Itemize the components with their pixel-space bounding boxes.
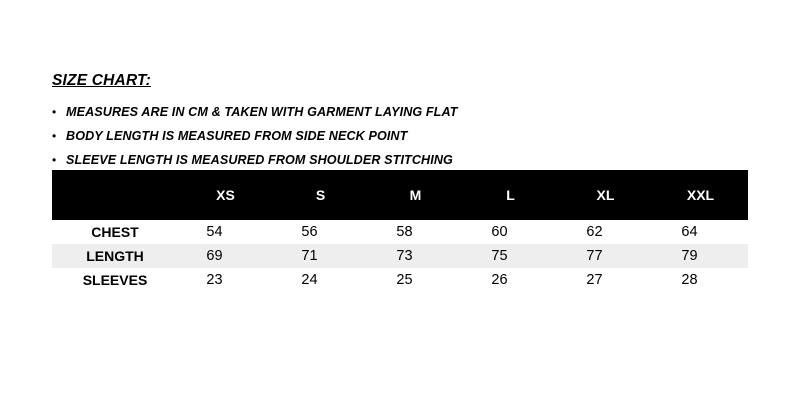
table-row xyxy=(52,220,748,244)
cell-sleeves-xl: 27 xyxy=(558,268,653,292)
cell-chest-m: 58 xyxy=(368,220,463,244)
cell-chest-l: 60 xyxy=(463,220,558,244)
cell-chest-xxl: 64 xyxy=(653,220,748,244)
table-corner-cell xyxy=(52,170,178,220)
cell-length-xl: 77 xyxy=(558,244,653,268)
size-chart-table xyxy=(52,170,748,292)
column-header-xl: XL xyxy=(558,170,653,220)
cell-sleeves-m: 25 xyxy=(368,268,463,292)
note-text: SLEEVE LENGTH IS MEASURED FROM SHOULDER STITCHING xyxy=(66,153,453,167)
cell-chest-s: 56 xyxy=(273,220,368,244)
bullet-icon: • xyxy=(52,105,57,119)
cell-chest-xl: 62 xyxy=(558,220,653,244)
cell-length-xs: 69 xyxy=(178,244,273,268)
column-header-s: S xyxy=(273,170,368,220)
column-header-m: M xyxy=(368,170,463,220)
row-label-length: LENGTH xyxy=(52,244,178,268)
cell-length-s: 71 xyxy=(273,244,368,268)
table-row xyxy=(52,268,748,292)
cell-length-l: 75 xyxy=(463,244,558,268)
note-text: MEASURES ARE IN CM & TAKEN WITH GARMENT LAYING FLAT xyxy=(66,105,458,119)
list-item xyxy=(52,100,752,124)
notes-list xyxy=(52,100,752,172)
row-label-chest: CHEST xyxy=(52,220,178,244)
note-text: BODY LENGTH IS MEASURED FROM SIDE NECK POINT xyxy=(66,129,408,143)
cell-sleeves-xs: 23 xyxy=(178,268,273,292)
page-title: SIZE CHART: xyxy=(52,72,151,89)
list-item xyxy=(52,124,752,148)
cell-length-xxl: 79 xyxy=(653,244,748,268)
list-item xyxy=(52,148,752,172)
column-header-xxl: XXL xyxy=(653,170,748,220)
row-label-sleeves: SLEEVES xyxy=(52,268,178,292)
cell-sleeves-xxl: 28 xyxy=(653,268,748,292)
cell-chest-xs: 54 xyxy=(178,220,273,244)
column-header-xs: XS xyxy=(178,170,273,220)
cell-sleeves-l: 26 xyxy=(463,268,558,292)
table-header xyxy=(52,170,748,220)
bullet-icon: • xyxy=(52,153,57,167)
cell-length-m: 73 xyxy=(368,244,463,268)
table-body xyxy=(52,220,748,292)
table-header-row xyxy=(52,170,748,220)
cell-sleeves-s: 24 xyxy=(273,268,368,292)
bullet-icon: • xyxy=(52,129,57,143)
column-header-l: L xyxy=(463,170,558,220)
table-row xyxy=(52,244,748,268)
